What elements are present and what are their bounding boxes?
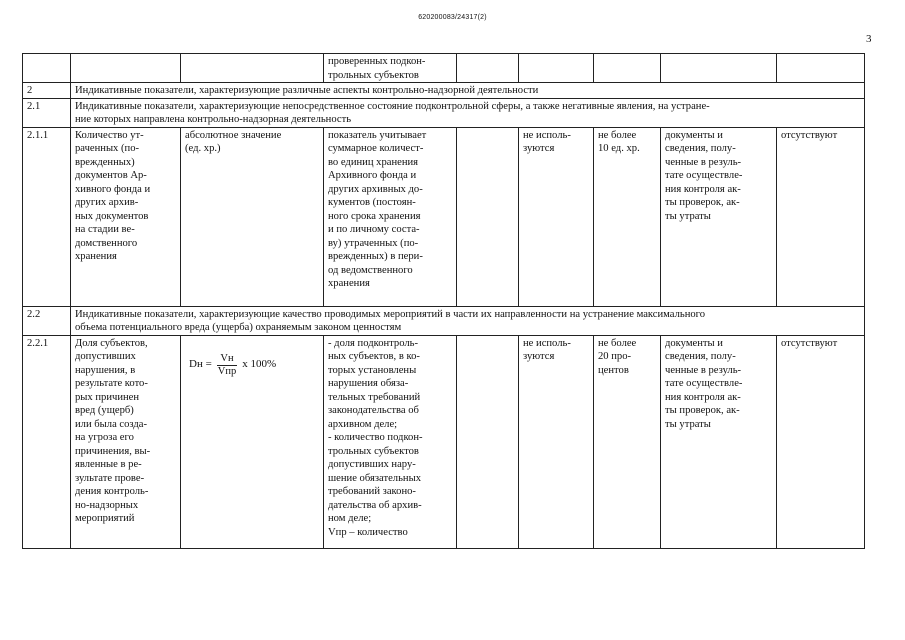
indicators-table [22,53,865,549]
formula-numerator: Vн [217,353,236,366]
page-number: 3 [866,33,872,45]
cell [457,54,519,83]
indicator-source: документы и сведения, полу- ченные в резуль- тате осуществле- ния контроля ак- ты проверок, ак- ты утраты [661,127,777,306]
formula [189,353,320,378]
indicator-use: не исполь- зуются [519,127,594,306]
formula-rhs: х 100% [242,358,277,371]
row-number: 2.2.1 [23,335,71,548]
indicator-use: не исполь- зуются [519,335,594,548]
cell [181,54,324,83]
section-heading: Индикативные показатели, характеризующие различные аспекты контрольно-надзорной деятельности [71,83,865,99]
indicator-formula: абсолютное значение (ед. хр.) [181,127,324,306]
document-id: 620200083/24317(2) [418,14,487,21]
table-row-section-2-1 [23,98,865,127]
indicator-name: Доля субъектов, допустивших нарушения, в результате кото- рых причинен вред (ущерб) или была созда- на угроза его причинения, вы- явленные в ре- зультате прове- дения контроль- но-надзорных мероприятий [71,335,181,548]
indicator-description: показатель учитывает суммарное количест- во единиц хранения Архивного фонда и других архивных до- кументов (постоян- ного срока хранения и по личному соста- ву) утраченных (по- врежденных) в пери- од ведомственного хранения [324,127,457,306]
formula-denominator: Vпр [217,365,237,377]
cell [457,335,519,548]
indicator-source: документы и сведения, полу- ченные в резуль- тате осуществле- ния контроля ак- ты проверок, ак- ты утраты [661,335,777,548]
formula-fraction [215,353,239,378]
cell [457,127,519,306]
cell [519,54,594,83]
cell [23,54,71,83]
indicator-name: Количество ут- раченных (по- врежденных) документов Ар- хивного фонда и других архив- ных документов на стадии ве- домственного хранения [71,127,181,306]
cell [71,54,181,83]
row-number: 2.1.1 [23,127,71,306]
indicator-description: - доля подконтроль- ных субъектов, в ко- торых установлены нарушения обяза- тельных требований законодательства об архивном деле; - количество подкон- трольных субъектов допустивших нару- шение обязательных требований законо- дательства об архив- ном деле; Vпр – количество [324,335,457,548]
cell [661,54,777,83]
indicator-status: отсутствуют [777,335,865,548]
row-number: 2.1 [23,98,71,127]
indicator-target: не более 10 ед. хр. [594,127,661,306]
cell-description: проверенных подкон- трольных субъектов [324,54,457,83]
formula-lhs: Dн = [189,358,212,371]
indicator-formula [181,335,324,548]
indicator-target: не более 20 про- центов [594,335,661,548]
row-number: 2 [23,83,71,99]
row-number: 2.2 [23,306,71,335]
table-row-section-2 [23,83,865,99]
table-row-2-1-1 [23,127,865,306]
cell [777,54,865,83]
section-heading: Индикативные показатели, характеризующие качество проводимых мероприятий в части их направленности на устранение максимального объема потенциального вреда (ущерба) охраняемым законом ценностям [71,306,865,335]
section-heading: Индикативные показатели, характеризующие непосредственное состояние подконтрольной сферы, а также негативные явления, на устране- ние которых направлена контрольно-надзорная деятельность [71,98,865,127]
indicator-status: отсутствуют [777,127,865,306]
table-row-2-2-1 [23,335,865,548]
cell [594,54,661,83]
table-row-continuation [23,54,865,83]
table-row-section-2-2 [23,306,865,335]
